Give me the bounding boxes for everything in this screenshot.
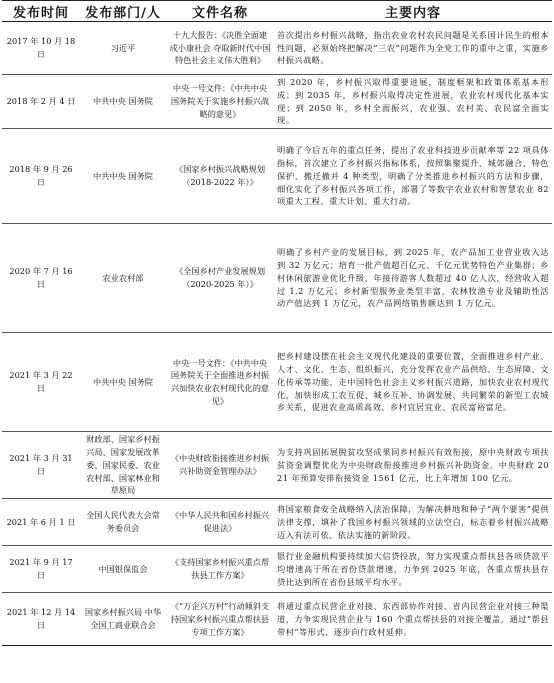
cell-content: 到 2020 年，乡村振兴取得重要进展，制度框架和政策体系基本形成；到 2035 年，乡村振兴取得决定性进展，农业农村现代化基本实现；到 2050 年，乡村全面振兴，农业强、农村美、农民富全面实现。 xyxy=(277,77,549,126)
cell-department: 财政部、国家乡村振兴局、国家发展改革委、国家民委、农业农村部、国家林业和草原局 xyxy=(86,434,160,496)
cell-document: 十九大报告：《决胜全面建成小康社会 夺取新时代中国特色社会主义伟大胜利》 xyxy=(169,29,271,66)
cell-document: 《中央财政衔接推进乡村振兴补助资金管理办法》 xyxy=(170,453,270,477)
cell-content: 首次提出乡村振兴战略，指出农业农村农民问题是关系国计民生的根本性问题，必须始终把解决“三农”问题作为全党工作的重中之重，实施乡村振兴战略。 xyxy=(277,29,549,66)
header-document: 文件名称 xyxy=(191,5,248,21)
cell-department: 国家乡村振兴局 中华全国工商业联合会 xyxy=(84,607,162,631)
cell-department: 中国银保监会 xyxy=(98,563,148,574)
table-row xyxy=(2,129,552,224)
cell-date: 2021 年 3 月 31 日 xyxy=(9,453,73,477)
cell-document: 《国家乡村振兴战略规划（2018-2022 年）》 xyxy=(174,164,266,188)
cell-department: 习近平 xyxy=(110,42,136,53)
cell-department: 中共中央 国务院 xyxy=(93,376,153,387)
table-row xyxy=(2,75,552,129)
table-row xyxy=(2,22,552,75)
header-department: 发布部门/人 xyxy=(85,5,161,21)
cell-content: 为支持巩固拓展脱贫攻坚成果同乡村振兴有效衔接，原中央财政专项扶贫资金调整优化为中央财政衔接推进乡村振兴补助资金。中央财政 2021 年预算安排衔接资金 1561 亿元，比上年增加 100 亿元。 xyxy=(277,446,549,483)
table-row xyxy=(2,499,552,546)
cell-content: 明确了乡村产业的发展目标，到 2025 年，农产品加工业营业收入达到 32 万亿元；培育一批产值超百亿元、千亿元优势特色产业集群；乡村休闲旅游业优化升级，年接待游客人数超过 40 亿人次，经营收入超过 1.2 万亿元；乡村新型服务业类型丰富，农林牧渔专业及辅助性活动产值达到 1 万亿元，农产品网络销售额达到 1 万亿元。 xyxy=(277,247,549,309)
table-row xyxy=(2,333,552,432)
cell-content: 将通过重点民营企业对接、东西部协作对接、省内民营企业对接三种渠道，力争实现民营企业与 160 个重点帮扶县的对接全覆盖，通过“帮县带村”等形式，逐步向行政村延伸。 xyxy=(277,600,549,637)
cell-date: 2021 年 9 月 17 日 xyxy=(9,557,73,581)
policy-table xyxy=(2,0,552,646)
cell-department: 农业农村部 xyxy=(102,272,144,283)
cell-document: 《中华人民共和国乡村振兴促进法》 xyxy=(170,510,270,534)
cell-document: 中央一号文件：《中共中央国务院关于实施乡村振兴战略的意见》 xyxy=(170,83,270,119)
table-row xyxy=(2,224,552,333)
header-date: 发布时间 xyxy=(12,5,69,21)
table-header-row xyxy=(2,1,552,22)
cell-content: 明确了今后五年的重点任务，提出了农业科技进步贡献率等 22 项具体指标，首次建立了乡村振兴指标体系，按照集聚提升、城郊融合、特色保护、搬迁撤并 4 种类型，明确了分类推进乡村振兴的方法和步骤，细化实化了乡村振兴各项工作，部署了等数字农业农村和智慧农业 82 项重大工程、重大计划、重大行动。 xyxy=(277,145,549,207)
cell-date: 2018 年 2 月 4 日 xyxy=(6,96,76,107)
cell-department: 全国人民代表大会常务委员会 xyxy=(86,510,160,534)
cell-date: 2020 年 7 月 16 日 xyxy=(9,266,73,290)
table-row xyxy=(2,546,552,593)
cell-date: 2021 年 3 月 22 日 xyxy=(9,370,73,394)
cell-content: 将国家粮食安全战略纳入法治保障，为解决耕地和种子“两个要害”提供法律支撑，填补了我国乡村振兴领域的立法空白，标志着乡村振兴战略迈入有法可依、依法实施的新阶段。 xyxy=(277,503,549,540)
cell-document: 《支持国家乡村振兴重点帮扶县工作方案》 xyxy=(170,557,270,581)
cell-content: 把乡村建设摆在社会主义现代化建设的重要位置，全面推进乡村产业、人才、文化、生态、组织振兴，充分发挥农业产品供给、生态屏障、文化传承等功能，走中国特色社会主义乡村振兴道路，加快农业农村现代化，加快形成工农互促、城乡互补、协调发展、共同繁荣的新型工农城乡关系，促进农业高质高效、乡村宜居宜业、农民富裕富足。 xyxy=(277,351,549,413)
cell-date: 2021 年 12 月 14 日 xyxy=(6,607,76,631)
cell-document: 《“万企兴万村”行动倾斜支持国家乡村振兴重点帮扶县专项工作方案》 xyxy=(170,600,270,637)
header-content: 主要内容 xyxy=(384,5,441,21)
cell-document: 《全国乡村产业发展规划（2020-2025 年）》 xyxy=(174,266,266,290)
table-row xyxy=(2,432,552,499)
cell-content: 银行业金融机构要持续加大信贷投放，努力实现重点帮扶县各项贷款平均增速高于所在省份贷款增速，力争到 2025 年底，各重点帮扶县存贷比达到所在省份县域平均水平。 xyxy=(277,550,549,587)
cell-date: 2017 年 10 月 18 日 xyxy=(6,36,76,59)
cell-date: 2021 年 6 月 1 日 xyxy=(6,516,76,527)
cell-department: 中共中央 国务院 xyxy=(93,96,153,107)
cell-department: 中共中央 国务院 xyxy=(93,170,153,181)
cell-document: 中央一号文件：《中共中央国务院关于全面推进乡村振兴加快农业农村现代化的意见》 xyxy=(170,357,270,406)
cell-date: 2018 年 9 月 26 日 xyxy=(9,164,73,188)
table-row xyxy=(2,593,552,646)
